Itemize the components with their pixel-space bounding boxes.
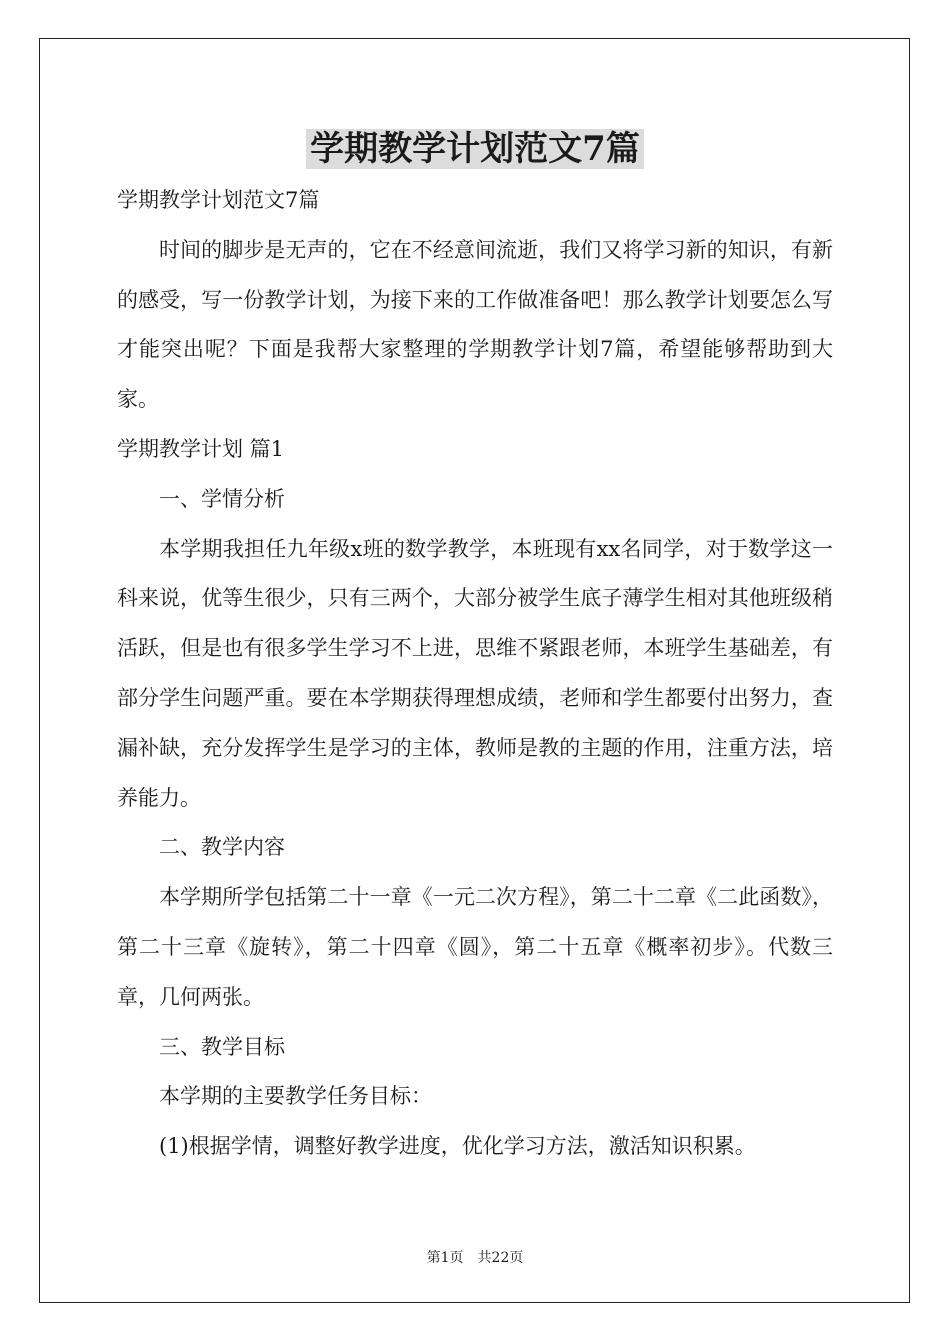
document-title-text: 学期教学计划范文7篇 <box>306 129 644 169</box>
heading-student-analysis: 一、学情分析 <box>159 486 285 511</box>
paragraph-teaching-content: 本学期所学包括第二十一章《一元二次方程》，第二十二章《二此函数》，第二十三章《旋转》，第二十四章《圆》，第二十五章《概率初步》。代数三章，几何两张。 <box>117 885 833 1009</box>
document-body <box>117 176 833 1172</box>
page-footer <box>0 1248 950 1268</box>
section-title: 学期教学计划 篇1 <box>117 436 285 461</box>
page-number: 第1页 共22页 <box>426 1250 524 1266</box>
document-subtitle: 学期教学计划范文7篇 <box>117 188 320 212</box>
heading-teaching-content: 二、教学内容 <box>159 835 285 860</box>
intro-paragraph: 时间的脚步是无声的，它在不经意间流逝，我们又将学习新的知识，有新的感受，写一份教学计划，为接下来的工作做准备吧！那么教学计划要怎么写才能突出呢？下面是我帮大家整理的学期教学计划7篇，希望能够帮助到大家。 <box>117 237 833 412</box>
heading-teaching-goals: 三、教学目标 <box>159 1034 285 1059</box>
paragraph-goal-1: (1)根据学情，调整好教学进度，优化学习方法，激活知识积累。 <box>159 1134 756 1159</box>
paragraph-teaching-goals: 本学期的主要教学任务目标： <box>159 1084 432 1109</box>
paragraph-student-analysis: 本学期我担任九年级x班的数学教学，本班现有xx名同学，对于数学这一科来说，优等生很少，只有三两个，大部分被学生底子薄学生相对其他班级稍活跃，但是也有很多学生学习不上进，思维不紧跟老师，本班学生基础差，有部分学生问题严重。要在本学期获得理想成绩，老师和学生都要付出努力，查漏补缺，充分发挥学生是学习的主体，教师是教的主题的作用，注重方法，培养能力。 <box>117 536 833 810</box>
document-title <box>0 126 950 172</box>
